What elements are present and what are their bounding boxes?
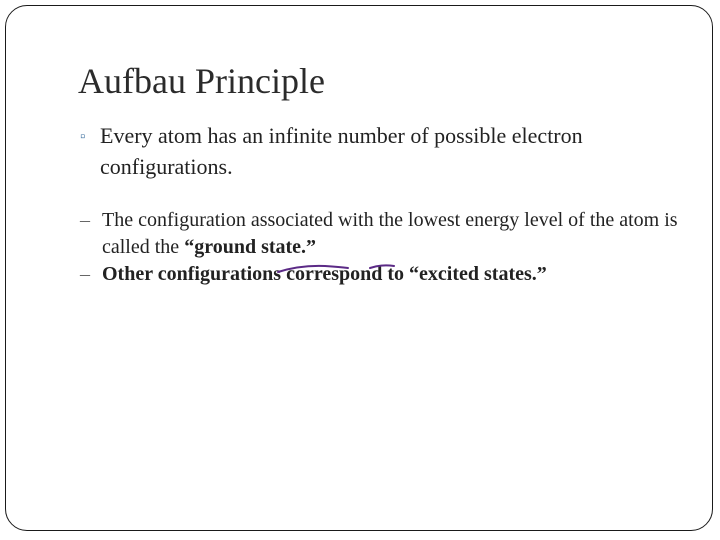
sub-bullet-text: The configuration associated with the lowest energy level of the atom is called the bbox=[102, 209, 678, 258]
ground-state-term: “ground state.” bbox=[184, 236, 317, 258]
sub-bullet-ground-state bbox=[80, 207, 690, 261]
sub-bullet-list bbox=[80, 207, 690, 288]
excited-states-text: Other configurations correspond to “excited states.” bbox=[102, 263, 547, 285]
main-bullet-line-1: Every atom has an infinite number of possible electron bbox=[100, 123, 583, 148]
main-bullet-line-2: configurations. bbox=[100, 154, 233, 179]
sub-bullet-excited-states bbox=[80, 261, 690, 288]
slide-title: Aufbau Principle bbox=[78, 61, 325, 101]
main-bullet bbox=[80, 121, 690, 181]
bullet-marker-icon: ▫ bbox=[80, 129, 86, 145]
dash-marker: – bbox=[80, 209, 90, 231]
dash-marker: – bbox=[80, 263, 90, 285]
